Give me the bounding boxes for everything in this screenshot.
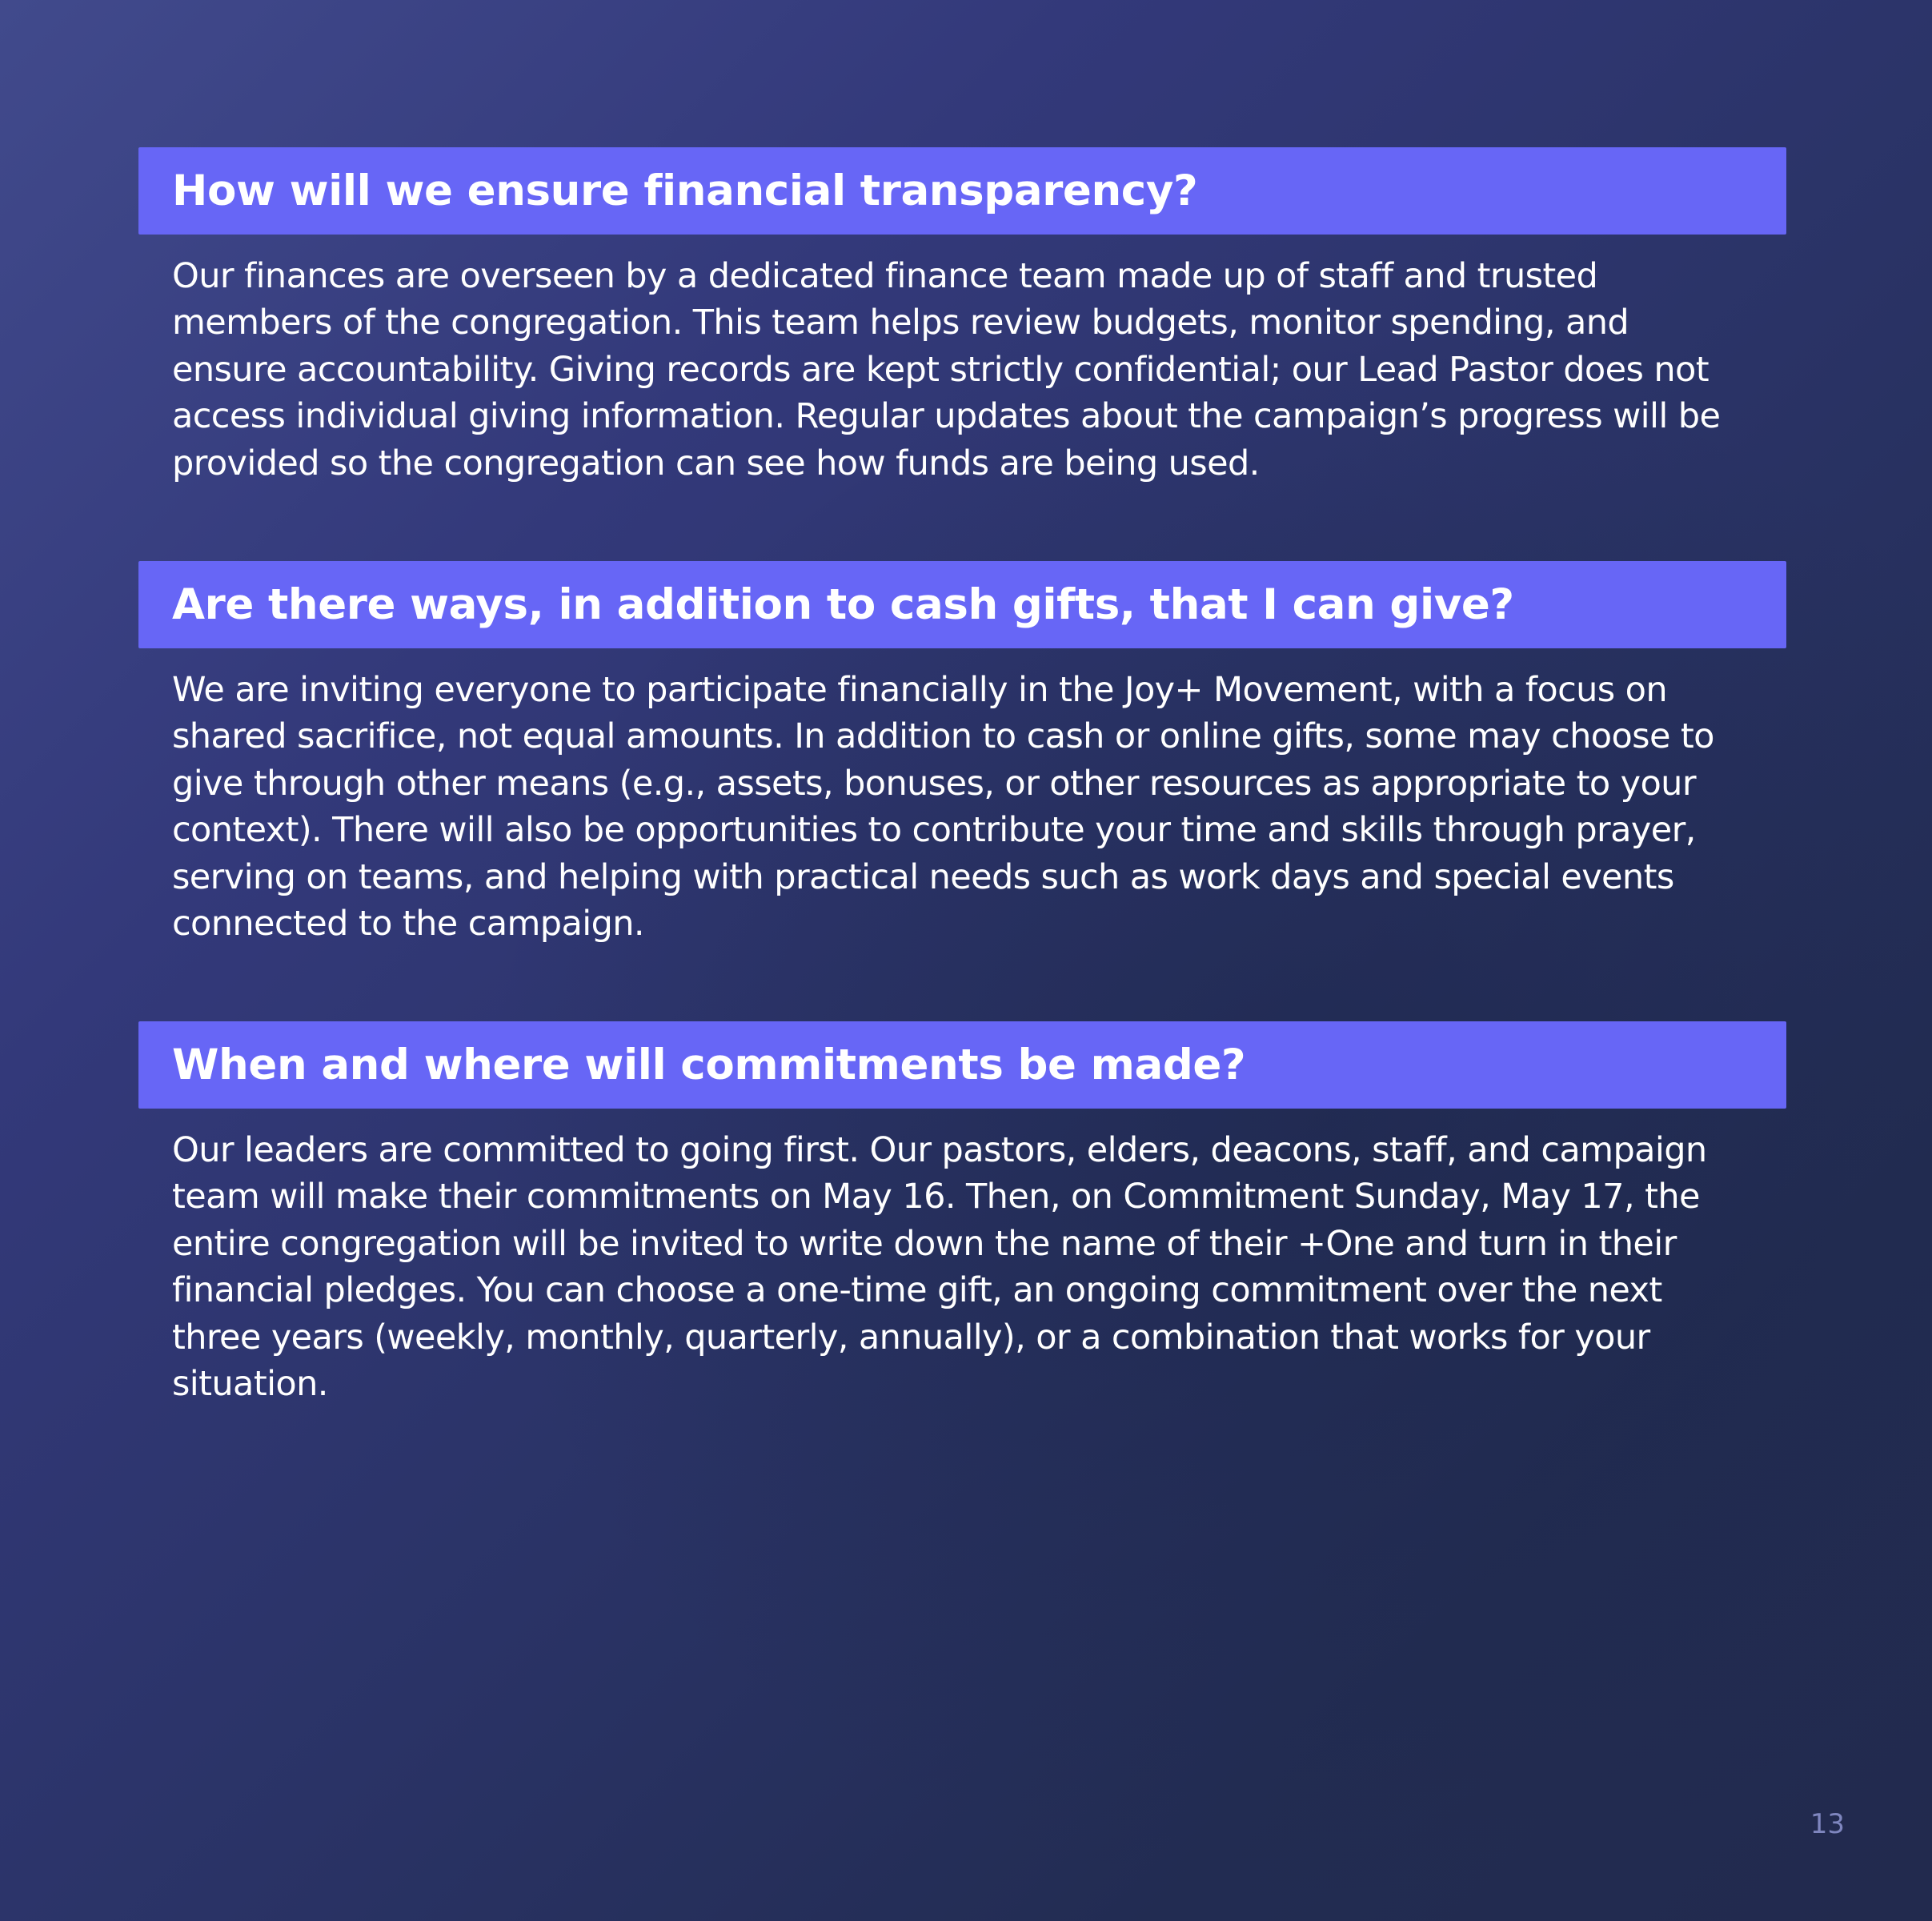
section-body <box>172 667 1781 947</box>
body-line: financial pledges. You can choose a one-time gift, an ongoing commitment over the next <box>172 1270 1662 1311</box>
body-line: context). There will also be opportunities to contribute your time and skills through prayer, <box>172 810 1696 851</box>
section-heading: Are there ways, in addition to cash gifts, that I can give? <box>172 580 1514 629</box>
body-line: Our leaders are committed to going first. Our pastors, elders, deacons, staff, and campaign <box>172 1130 1707 1170</box>
faq-section-other-gifts <box>138 561 1786 947</box>
faq-section-transparency <box>138 147 1786 487</box>
body-line: situation. <box>172 1364 328 1405</box>
section-heading-bar <box>138 147 1786 235</box>
faq-section-commitments <box>138 1021 1786 1407</box>
body-line: give through other means (e.g., assets, bonuses, or other resources as appropriate to your <box>172 763 1696 804</box>
body-line: connected to the campaign. <box>172 904 644 944</box>
body-line: Our finances are overseen by a dedicated finance team made up of staff and trusted <box>172 256 1598 296</box>
page-number: 13 <box>1810 1808 1845 1840</box>
section-heading-bar <box>138 561 1786 648</box>
section-body <box>172 253 1781 487</box>
section-heading: How will we ensure financial transparency? <box>172 166 1198 215</box>
body-line: members of the congregation. This team helps review budgets, monitor spending, and <box>172 303 1629 343</box>
body-line: shared sacrifice, not equal amounts. In addition to cash or online gifts, some may choose to <box>172 716 1714 757</box>
section-heading: When and where will commitments be made? <box>172 1041 1246 1089</box>
body-line: team will make their commitments on May 16. Then, on Commitment Sunday, May 17, the <box>172 1177 1700 1217</box>
section-heading-bar <box>138 1021 1786 1109</box>
section-body <box>172 1127 1781 1407</box>
body-line: We are inviting everyone to participate financially in the Joy+ Movement, with a focus on <box>172 670 1668 710</box>
body-line: access individual giving information. Regular updates about the campaign’s progress will be <box>172 396 1721 437</box>
body-line: serving on teams, and helping with practical needs such as work days and special events <box>172 856 1674 897</box>
body-line: entire congregation will be invited to write down the name of their +One and turn in their <box>172 1223 1677 1264</box>
body-line: three years (weekly, monthly, quarterly, annually), or a combination that works for your <box>172 1317 1650 1358</box>
body-line: provided so the congregation can see how funds are being used. <box>172 443 1260 483</box>
body-line: ensure accountability. Giving records are kept strictly confidential; our Lead Pastor does not <box>172 349 1709 390</box>
